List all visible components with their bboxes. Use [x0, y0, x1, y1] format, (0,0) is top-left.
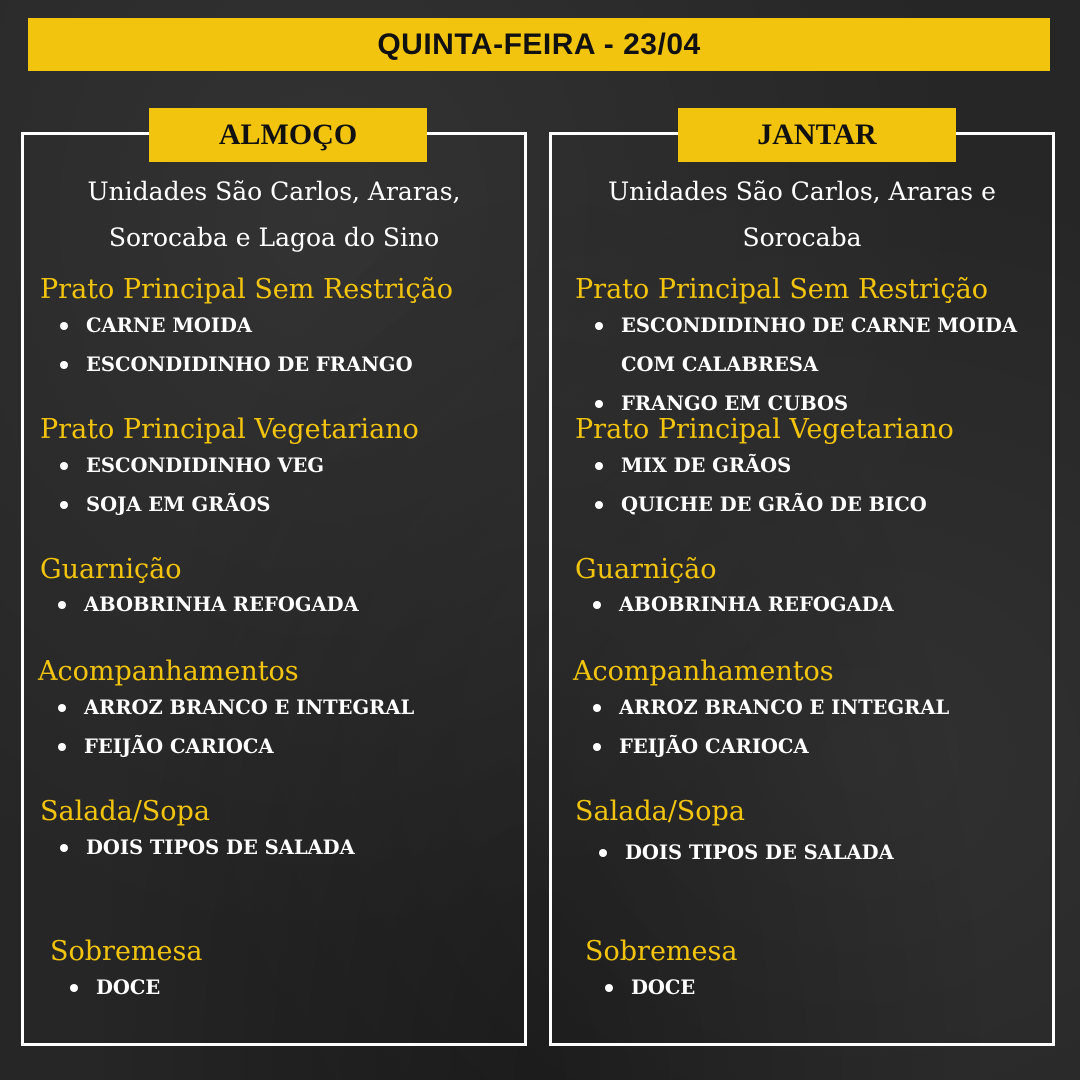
list-item — [595, 446, 927, 485]
lunch-veg-list — [60, 446, 324, 524]
list-item-label: ABOBRINHA REFOGADA — [84, 593, 359, 616]
date-title: QUINTA-FEIRA - 23/04 — [377, 27, 701, 61]
list-item — [60, 828, 355, 867]
dinner-acc-list — [593, 688, 949, 766]
list-item — [593, 688, 949, 727]
bullet-icon — [58, 743, 66, 751]
dinner-main-title: Prato Principal Sem Restrição — [575, 274, 989, 305]
lunch-dessert-title: Sobremesa — [50, 936, 203, 967]
bullet-icon — [595, 322, 603, 330]
list-item — [599, 833, 894, 872]
list-item — [60, 446, 324, 485]
bullet-icon — [70, 984, 78, 992]
list-item — [605, 968, 695, 1007]
list-item — [595, 345, 1017, 384]
bullet-icon — [58, 704, 66, 712]
bullet-icon — [595, 462, 603, 470]
bullet-icon — [595, 501, 603, 509]
bullet-icon — [593, 601, 601, 609]
list-item-label: ESCONDIDINHO VEG — [86, 454, 325, 477]
dinner-veg-list — [595, 446, 927, 524]
dinner-salad-title: Salada/Sopa — [575, 796, 745, 827]
list-item-label: FEIJÃO CARIOCA — [619, 735, 809, 758]
list-item-label: QUICHE DE GRÃO DE BICO — [621, 493, 927, 516]
dinner-tag-label: JANTAR — [757, 118, 877, 151]
dinner-dessert-title: Sobremesa — [585, 936, 738, 967]
list-item-label: SOJA EM GRÃOS — [86, 493, 271, 516]
dinner-units-line2: Sorocaba — [742, 223, 862, 252]
lunch-side-title: Guarnição — [40, 554, 182, 585]
list-item — [60, 306, 413, 345]
lunch-side-list — [58, 585, 359, 624]
dinner-side-title: Guarnição — [575, 554, 717, 585]
lunch-units-line1: Unidades São Carlos, Araras, — [87, 177, 461, 206]
list-item — [58, 727, 414, 766]
dinner-panel — [549, 118, 1055, 1046]
lunch-salad-title: Salada/Sopa — [40, 796, 210, 827]
dinner-dessert-list — [605, 968, 695, 1007]
dinner-tag — [678, 108, 956, 162]
list-item-label: DOIS TIPOS DE SALADA — [86, 836, 355, 859]
list-item — [70, 968, 160, 1007]
dinner-main-list — [595, 306, 1017, 423]
list-item-label: COM CALABRESA — [621, 353, 819, 376]
list-item-label: ABOBRINHA REFOGADA — [619, 593, 894, 616]
lunch-dessert-list — [70, 968, 160, 1007]
dinner-acc-title: Acompanhamentos — [573, 656, 834, 687]
list-item-label: DOCE — [631, 976, 696, 999]
lunch-tag — [149, 108, 427, 162]
lunch-main-list — [60, 306, 413, 384]
dinner-units-line1: Unidades São Carlos, Araras e — [608, 177, 996, 206]
list-item-label: ARROZ BRANCO E INTEGRAL — [84, 696, 415, 719]
list-item-label: ESCONDIDINHO DE FRANGO — [86, 353, 413, 376]
bullet-icon — [60, 844, 68, 852]
list-item — [60, 345, 413, 384]
lunch-salad-list — [60, 828, 355, 867]
bullet-icon — [60, 322, 68, 330]
date-banner — [28, 18, 1050, 71]
bullet-icon — [60, 361, 68, 369]
bullet-icon — [60, 501, 68, 509]
lunch-panel — [21, 118, 527, 1046]
lunch-main-title: Prato Principal Sem Restrição — [40, 274, 454, 305]
bullet-icon — [605, 984, 613, 992]
bullet-icon — [593, 743, 601, 751]
bullet-icon — [595, 400, 603, 408]
list-item-label: FEIJÃO CARIOCA — [84, 735, 274, 758]
list-item — [593, 585, 894, 624]
list-item — [60, 485, 324, 524]
bullet-icon — [593, 704, 601, 712]
list-item-label: DOCE — [96, 976, 161, 999]
lunch-veg-title: Prato Principal Vegetariano — [40, 414, 419, 445]
list-item — [58, 688, 414, 727]
dinner-side-list — [593, 585, 894, 624]
lunch-acc-list — [58, 688, 414, 766]
list-item-label: ESCONDIDINHO DE CARNE MOIDA — [621, 314, 1017, 337]
list-item-label: CARNE MOIDA — [86, 314, 253, 337]
dinner-units — [562, 169, 1042, 261]
list-item-label: ARROZ BRANCO E INTEGRAL — [619, 696, 950, 719]
lunch-acc-title: Acompanhamentos — [38, 656, 299, 687]
list-item — [593, 727, 949, 766]
list-item — [595, 306, 1017, 345]
list-item — [595, 485, 927, 524]
list-item-label: FRANGO EM CUBOS — [621, 392, 849, 415]
list-item — [58, 585, 359, 624]
lunch-tag-label: ALMOÇO — [218, 118, 358, 151]
dinner-salad-list — [599, 833, 894, 872]
bullet-icon — [60, 462, 68, 470]
list-item-label: MIX DE GRÃOS — [621, 454, 792, 477]
bullet-icon — [599, 849, 607, 857]
bullet-icon — [58, 601, 66, 609]
lunch-units — [34, 169, 514, 261]
lunch-units-line2: Sorocaba e Lagoa do Sino — [108, 223, 440, 252]
list-item-label: DOIS TIPOS DE SALADA — [625, 841, 894, 864]
dinner-veg-title: Prato Principal Vegetariano — [575, 414, 954, 445]
